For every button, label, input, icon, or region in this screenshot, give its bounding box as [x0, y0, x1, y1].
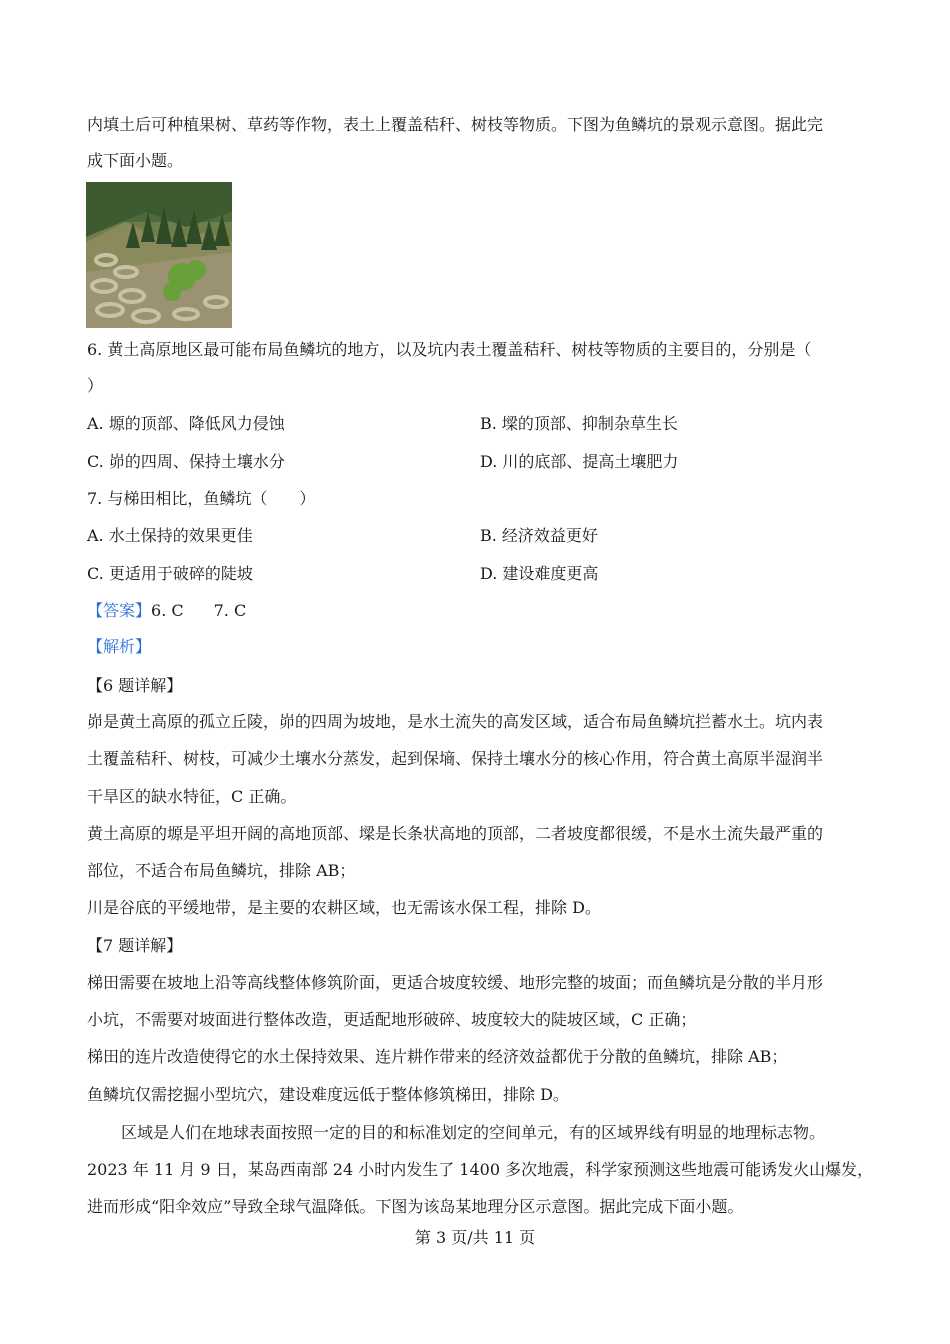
q6-stem-line-1: 6. 黄土高原地区最可能布局鱼鳞坑的地方，以及坑内表土覆盖秸秆、树枝等物质的主要目的，分别是（ — [87, 340, 812, 359]
q6-option-a: A. 塬的顶部、降低风力侵蚀 — [87, 414, 285, 433]
q7-option-d: D. 建设难度更高 — [480, 564, 599, 583]
q6-option-b: B. 墚的顶部、抑制杂草生长 — [480, 414, 678, 433]
q7-option-b: B. 经济效益更好 — [480, 526, 598, 545]
q7-option-a: A. 水土保持的效果更佳 — [87, 526, 253, 545]
detail7-p1-line-2: 小坑，不需要对坡面进行整体改造，更适配地形破碎、坡度较大的陡坡区域，C 正确； — [87, 1010, 697, 1029]
q7-option-c: C. 更适用于破碎的陡坡 — [87, 564, 253, 583]
next-intro-line-2: 2023 年 11 月 9 日，某岛西南部 24 小时内发生了 1400 多次地震，科学家预测这些地震可能诱发火山爆发， — [87, 1160, 874, 1179]
next-intro-line-1: 区域是人们在地球表面按照一定的目的和标准划定的空间单元，有的区域界线有明显的地理标志物。 — [121, 1123, 826, 1142]
intro-line-2: 成下面小题。 — [87, 151, 184, 170]
fish-scale-pit-landscape-photo — [86, 182, 232, 328]
detail7-title: 【7 题详解】 — [87, 936, 183, 955]
answer-7: 7. C — [213, 601, 247, 620]
detail7-p2-line-1: 梯田的连片改造使得它的水土保持效果、连片耕作带来的经济效益都优于分散的鱼鳞坑，排除 AB； — [87, 1047, 788, 1066]
detail6-p1-line-1: 峁是黄土高原的孤立丘陵，峁的四周为坡地，是水土流失的高发区域，适合布局鱼鳞坑拦蓄水土。坑内表 — [87, 712, 824, 731]
intro-line-1: 内填土后可种植果树、草药等作物，表土上覆盖秸秆、树枝等物质。下图为鱼鳞坑的景观示意图。据此完 — [87, 115, 824, 134]
detail6-p1-line-2: 土覆盖秸秆、树枝，可减少土壤水分蒸发，起到保墒、保持土壤水分的核心作用，符合黄土高原半湿润半 — [87, 749, 824, 768]
q7-stem: 7. 与梯田相比，鱼鳞坑（ ） — [87, 489, 316, 508]
answer-6: 6. C — [151, 601, 184, 620]
detail7-p3-line-1: 鱼鳞坑仅需挖掘小型坑穴，建设难度远低于整体修筑梯田，排除 D。 — [87, 1085, 569, 1104]
answer-row — [87, 600, 246, 622]
detail6-p3-line-1: 川是谷底的平缓地带，是主要的农耕区域，也无需该水保工程，排除 D。 — [87, 898, 601, 917]
q6-option-d: D. 川的底部、提高土壤肥力 — [480, 452, 679, 471]
next-intro-line-3: 进而形成“阳伞效应”导致全球气温降低。下图为该岛某地理分区示意图。据此完成下面小题。 — [87, 1197, 744, 1216]
answer-tag: 【答案】 — [87, 601, 152, 620]
detail6-p2-line-1: 黄土高原的塬是平坦开阔的高地顶部、墚是长条状高地的顶部，二者坡度都很缓，不是水土流失最严重的 — [87, 824, 824, 843]
analysis-tag: 【解析】 — [87, 637, 152, 656]
detail6-title: 【6 题详解】 — [87, 676, 183, 695]
page-footer: 第 3 页/共 11 页 — [414, 1228, 536, 1247]
landscape-photo-illustration — [86, 182, 232, 328]
detail7-p1-line-1: 梯田需要在坡地上沿等高线整体修筑阶面，更适合坡度较缓、地形完整的坡面；而鱼鳞坑是分散的半月形 — [87, 973, 824, 992]
q6-option-c: C. 峁的四周、保持土壤水分 — [87, 452, 285, 471]
detail6-p2-line-2: 部位，不适合布局鱼鳞坑，排除 AB； — [87, 861, 356, 880]
q6-stem-line-2: ） — [87, 376, 104, 395]
detail6-p1-line-3: 干旱区的缺水特征，C 正确。 — [87, 787, 297, 806]
